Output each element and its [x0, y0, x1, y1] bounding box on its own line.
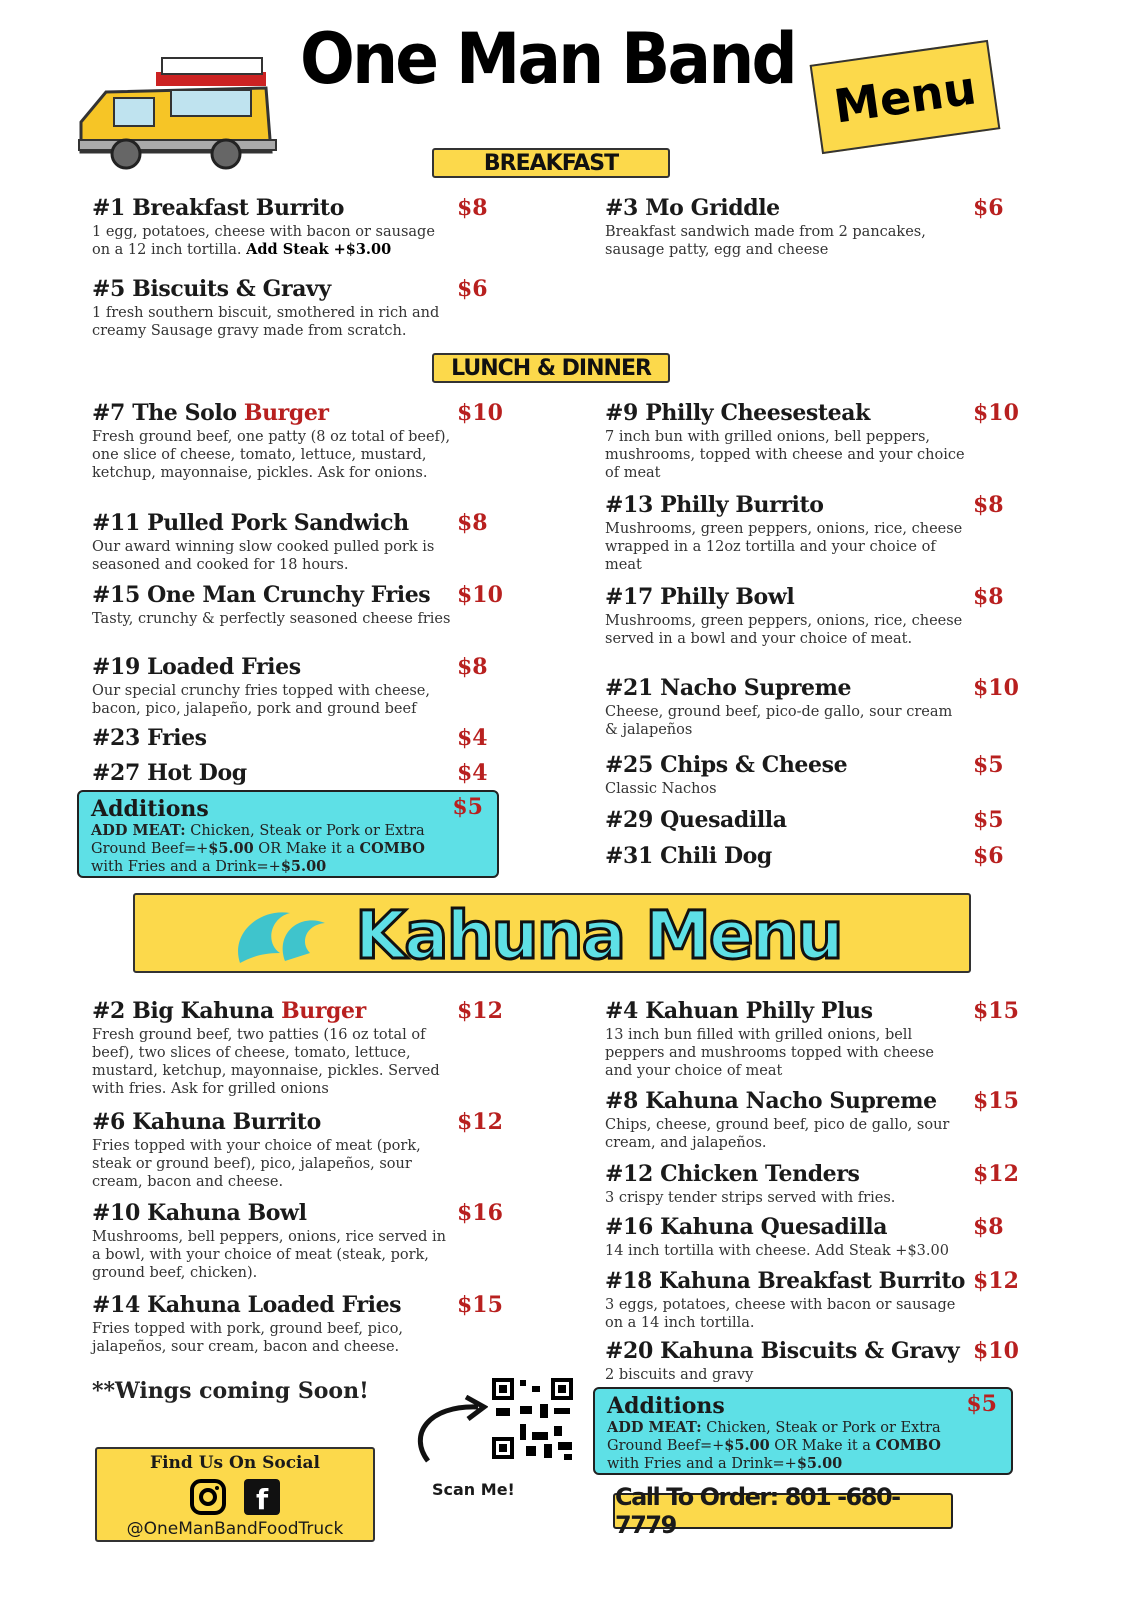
item-description — [92, 304, 452, 340]
item-name-text: #17 Philly Bowl — [605, 584, 795, 610]
menu-item — [92, 1109, 512, 1191]
menu-item — [92, 725, 512, 751]
description-segment: Breakfast sandwich made from 2 pancakes, sausage patty, egg and cheese — [605, 224, 926, 258]
menu-item — [605, 843, 1025, 869]
item-name — [92, 400, 329, 426]
menu-item — [605, 195, 1025, 259]
additions-desc — [91, 822, 431, 876]
item-name — [605, 807, 787, 833]
item-description — [605, 1296, 965, 1332]
description-segment: Chicken, Steak or Pork or Extra Ground Beef=+ — [607, 1420, 941, 1454]
additions-title: Additions — [607, 1393, 725, 1419]
description-segment: Chips, cheese, ground beef, pico de gallo, sour cream, and jalapeños. — [605, 1117, 950, 1151]
item-description — [92, 538, 452, 574]
menu-item — [92, 195, 512, 259]
description-segment: $5.00 — [724, 1437, 770, 1454]
facebook-icon[interactable] — [244, 1479, 280, 1515]
description-segment: 2 biscuits and gravy — [605, 1367, 754, 1383]
scan-me-label: Scan Me! — [432, 1480, 515, 1499]
menu-item — [605, 675, 1025, 739]
item-name — [605, 195, 780, 221]
item-name-text: #19 Loaded Fries — [92, 654, 301, 680]
menu-item — [92, 998, 512, 1098]
description-segment: OR Make it a — [769, 1438, 876, 1454]
item-name-text: #6 Kahuna Burrito — [92, 1109, 321, 1135]
item-name — [92, 1292, 401, 1318]
item-name-text: #13 Philly Burrito — [605, 492, 824, 518]
description-segment: $5.00 — [280, 858, 327, 875]
item-price: $15 — [973, 998, 1019, 1024]
item-name-text: #21 Nacho Supreme — [605, 675, 852, 701]
item-name — [605, 492, 824, 518]
item-name-text: #12 Chicken Tenders — [605, 1161, 860, 1187]
item-name-text: #7 The Solo — [92, 400, 244, 426]
item-name-text: #14 Kahuna Loaded Fries — [92, 1292, 402, 1318]
item-description — [92, 1228, 452, 1282]
menu-item — [605, 807, 1025, 833]
description-segment: Mushrooms, bell peppers, onions, rice served in a bowl, with your choice of meat (steak, pork, ground beef, chicken). — [92, 1229, 447, 1281]
menu-item — [605, 492, 1025, 574]
food-truck-icon — [76, 52, 281, 172]
item-description — [605, 1026, 965, 1080]
description-segment: Cheese, ground beef, pico-de gallo, sour cream & jalapeños — [605, 704, 953, 738]
menu-item — [92, 1292, 512, 1356]
description-segment: 7 inch bun with grilled onions, bell peppers, mushrooms, topped with cheese and your choice of meat — [605, 429, 965, 481]
description-segment: Classic Nachos — [605, 781, 717, 797]
menu-tag: Menu — [810, 40, 1001, 154]
item-price: $10 — [973, 1338, 1019, 1364]
wings-notice: **Wings coming Soon! — [92, 1378, 369, 1404]
description-segment: COMBO — [875, 1437, 941, 1454]
item-description — [605, 223, 965, 259]
description-segment: with Fries and a Drink=+ — [91, 859, 281, 875]
item-description — [605, 428, 965, 482]
additions-title: Additions — [91, 796, 209, 822]
menu-item — [92, 760, 512, 786]
item-price: $15 — [457, 1292, 503, 1318]
social-title: Find Us On Social — [150, 1453, 320, 1473]
item-description — [605, 1242, 965, 1260]
menu-item — [605, 1161, 1025, 1207]
description-segment: Fries topped with your choice of meat (pork, steak or ground beef), pico, jalapeños, sour cream, bacon and cheese. — [92, 1138, 421, 1190]
item-name-text: #29 Quesadilla — [605, 807, 787, 833]
description-segment: $5.00 — [208, 840, 254, 857]
item-name-text: #25 Chips & Cheese — [605, 752, 848, 778]
description-segment: Our special crunchy fries topped with cheese, bacon, pico, jalapeño, pork and ground beef — [92, 683, 430, 717]
item-name — [92, 510, 409, 536]
kahuna-banner — [133, 893, 971, 973]
description-segment: Add Steak +$3.00 — [246, 241, 392, 258]
item-description — [92, 428, 452, 482]
arrow-icon — [408, 1395, 488, 1465]
item-price: $8 — [973, 1214, 1004, 1240]
item-name — [605, 1088, 937, 1114]
item-description — [92, 682, 452, 718]
description-segment: COMBO — [359, 840, 425, 857]
menu-item — [92, 276, 512, 340]
item-description — [605, 612, 965, 648]
menu-item — [92, 510, 512, 574]
description-segment: 1 egg, potatoes, cheese with bacon or sausage on a 12 inch tortilla. — [92, 224, 435, 258]
item-price: $8 — [973, 492, 1004, 518]
item-description — [92, 610, 452, 628]
item-price: $5 — [973, 752, 1004, 778]
description-segment: 3 crispy tender strips served with fries. — [605, 1190, 896, 1206]
additions-price: $5 — [966, 1391, 997, 1417]
item-description — [92, 223, 452, 259]
description-segment: Mushrooms, green peppers, onions, rice, cheese wrapped in a 12oz tortilla and your choice of meat — [605, 521, 963, 573]
item-name — [605, 584, 794, 610]
description-segment: 3 eggs, potatoes, cheese with bacon or sausage on a 14 inch tortilla. — [605, 1297, 956, 1331]
description-segment: 1 fresh southern biscuit, smothered in rich and creamy Sausage gravy made from scratch. — [92, 305, 440, 339]
additions-price: $5 — [452, 794, 483, 820]
item-name — [605, 752, 847, 778]
social-box — [95, 1447, 375, 1542]
item-name-highlight: Burger — [243, 400, 329, 426]
additions-box — [77, 790, 499, 878]
wave-icon — [230, 903, 330, 967]
kahuna-additions-box — [593, 1387, 1013, 1475]
item-description — [92, 1320, 452, 1356]
description-segment: ADD MEAT: — [607, 1419, 702, 1436]
item-description — [605, 703, 965, 739]
item-price: $16 — [457, 1200, 503, 1226]
item-price: $6 — [457, 276, 488, 302]
description-segment: Tasty, crunchy & perfectly seasoned cheese fries — [92, 611, 451, 627]
menu-item — [605, 400, 1025, 482]
menu-item — [92, 654, 512, 718]
item-name-text: #18 Kahuna Breakfast Burrito — [605, 1268, 966, 1294]
item-name — [605, 400, 870, 426]
item-name-text: #1 Breakfast Burrito — [92, 195, 344, 221]
item-price: $15 — [973, 1088, 1019, 1114]
menu-item — [605, 1338, 1025, 1384]
item-name-text: #2 Big Kahuna — [92, 998, 282, 1024]
description-segment: Mushrooms, green peppers, onions, rice, cheese served in a bowl and your choice of meat. — [605, 613, 963, 647]
section-breakfast: BREAKFAST — [432, 148, 670, 178]
item-name-text: #31 Chili Dog — [605, 843, 772, 869]
menu-item — [605, 752, 1025, 798]
svg-text:f: f — [256, 1483, 269, 1515]
item-name — [605, 843, 772, 869]
item-name — [92, 654, 301, 680]
item-name-text: #5 Biscuits & Gravy — [92, 276, 331, 302]
item-name-text: #10 Kahuna Bowl — [92, 1200, 307, 1226]
item-name — [92, 582, 430, 608]
item-name-text: #9 Philly Cheesesteak — [605, 400, 870, 426]
description-segment: ADD MEAT: — [91, 822, 186, 839]
description-segment: OR Make it a — [253, 841, 360, 857]
item-name-highlight: Burger — [281, 998, 366, 1024]
item-description — [605, 780, 965, 798]
item-name — [92, 1200, 307, 1226]
description-segment: Fries topped with pork, ground beef, pico, jalapeños, sour cream, bacon and cheese. — [92, 1321, 404, 1355]
item-description — [605, 1116, 965, 1152]
social-handle[interactable]: @OneManBandFoodTruck — [126, 1519, 344, 1539]
item-name — [605, 1338, 959, 1364]
item-price: $8 — [457, 510, 488, 536]
description-segment: 14 inch tortilla with cheese. Add Steak +$3.00 — [605, 1243, 949, 1259]
item-name-text: #11 Pulled Pork Sandwich — [92, 510, 409, 536]
item-description — [92, 1026, 452, 1098]
item-name — [92, 760, 247, 786]
item-description — [605, 1366, 965, 1384]
item-price: $8 — [973, 584, 1004, 610]
item-name — [92, 276, 331, 302]
item-description — [92, 1137, 452, 1191]
additions-desc — [607, 1419, 947, 1473]
item-name — [605, 675, 851, 701]
item-name — [605, 998, 873, 1024]
menu-item — [605, 1088, 1025, 1152]
item-price: $10 — [457, 582, 503, 608]
brand-title: One Man Band — [300, 18, 795, 100]
call-to-order[interactable]: Call To Order: 801 -680-7779 — [613, 1493, 953, 1529]
item-name — [92, 998, 366, 1024]
item-name — [92, 195, 344, 221]
item-price: $10 — [973, 675, 1019, 701]
menu-item — [605, 1268, 1025, 1332]
item-price: $12 — [457, 998, 503, 1024]
item-price: $12 — [973, 1161, 1019, 1187]
item-description — [605, 1189, 965, 1207]
menu-item — [605, 584, 1025, 648]
item-name-text: #4 Kahuan Philly Plus — [605, 998, 873, 1024]
item-price: $8 — [457, 654, 488, 680]
description-segment: Our award winning slow cooked pulled pork is seasoned and cooked for 18 hours. — [92, 539, 435, 573]
instagram-icon[interactable] — [190, 1479, 226, 1515]
menu-item — [92, 582, 512, 628]
item-price: $5 — [973, 807, 1004, 833]
menu-item — [605, 998, 1025, 1080]
item-price: $8 — [457, 195, 488, 221]
item-name — [605, 1268, 965, 1294]
description-segment: with Fries and a Drink=+ — [607, 1456, 797, 1472]
item-description — [605, 520, 965, 574]
description-segment: Chicken, Steak or Pork or Extra Ground Beef=+ — [91, 823, 425, 857]
item-name-text: #20 Kahuna Biscuits & Gravy — [605, 1338, 960, 1364]
item-price: $10 — [973, 400, 1019, 426]
menu-item — [92, 400, 512, 482]
item-price: $12 — [457, 1109, 503, 1135]
item-name — [605, 1214, 887, 1240]
item-price: $6 — [973, 843, 1004, 869]
item-price: $10 — [457, 400, 503, 426]
menu-item — [605, 1214, 1025, 1260]
item-name-text: #23 Fries — [92, 725, 207, 751]
item-name — [92, 1109, 321, 1135]
item-name — [605, 1161, 859, 1187]
section-lunch-dinner: LUNCH & DINNER — [432, 353, 670, 383]
item-name-text: #15 One Man Crunchy Fries — [92, 582, 431, 608]
menu-item — [92, 1200, 512, 1282]
qr-code[interactable] — [490, 1376, 575, 1461]
item-name — [92, 725, 207, 751]
description-segment: $5.00 — [796, 1455, 843, 1472]
item-name-text: #27 Hot Dog — [92, 760, 247, 786]
item-name-text: #3 Mo Griddle — [605, 195, 780, 221]
item-name-text: #16 Kahuna Quesadilla — [605, 1214, 888, 1240]
kahuna-title: Kahuna Menu — [355, 897, 842, 974]
item-price: $4 — [457, 760, 488, 786]
item-price: $12 — [973, 1268, 1019, 1294]
description-segment: Fresh ground beef, two patties (16 oz total of beef), two slices of cheese, tomato, lettuce, mustard, ketchup, mayonnaise, pickles. Served with fries. Ask for grilled onions — [92, 1027, 440, 1097]
item-price: $6 — [973, 195, 1004, 221]
description-segment: 13 inch bun filled with grilled onions, bell peppers and mushrooms topped with cheese and your choice of meat — [605, 1027, 934, 1079]
item-name-text: #8 Kahuna Nacho Supreme — [605, 1088, 937, 1114]
description-segment: Fresh ground beef, one patty (8 oz total of beef), one slice of cheese, tomato, lettuce, mustard, ketchup, mayonnaise, pickles. Ask for onions. — [92, 429, 451, 481]
item-price: $4 — [457, 725, 488, 751]
